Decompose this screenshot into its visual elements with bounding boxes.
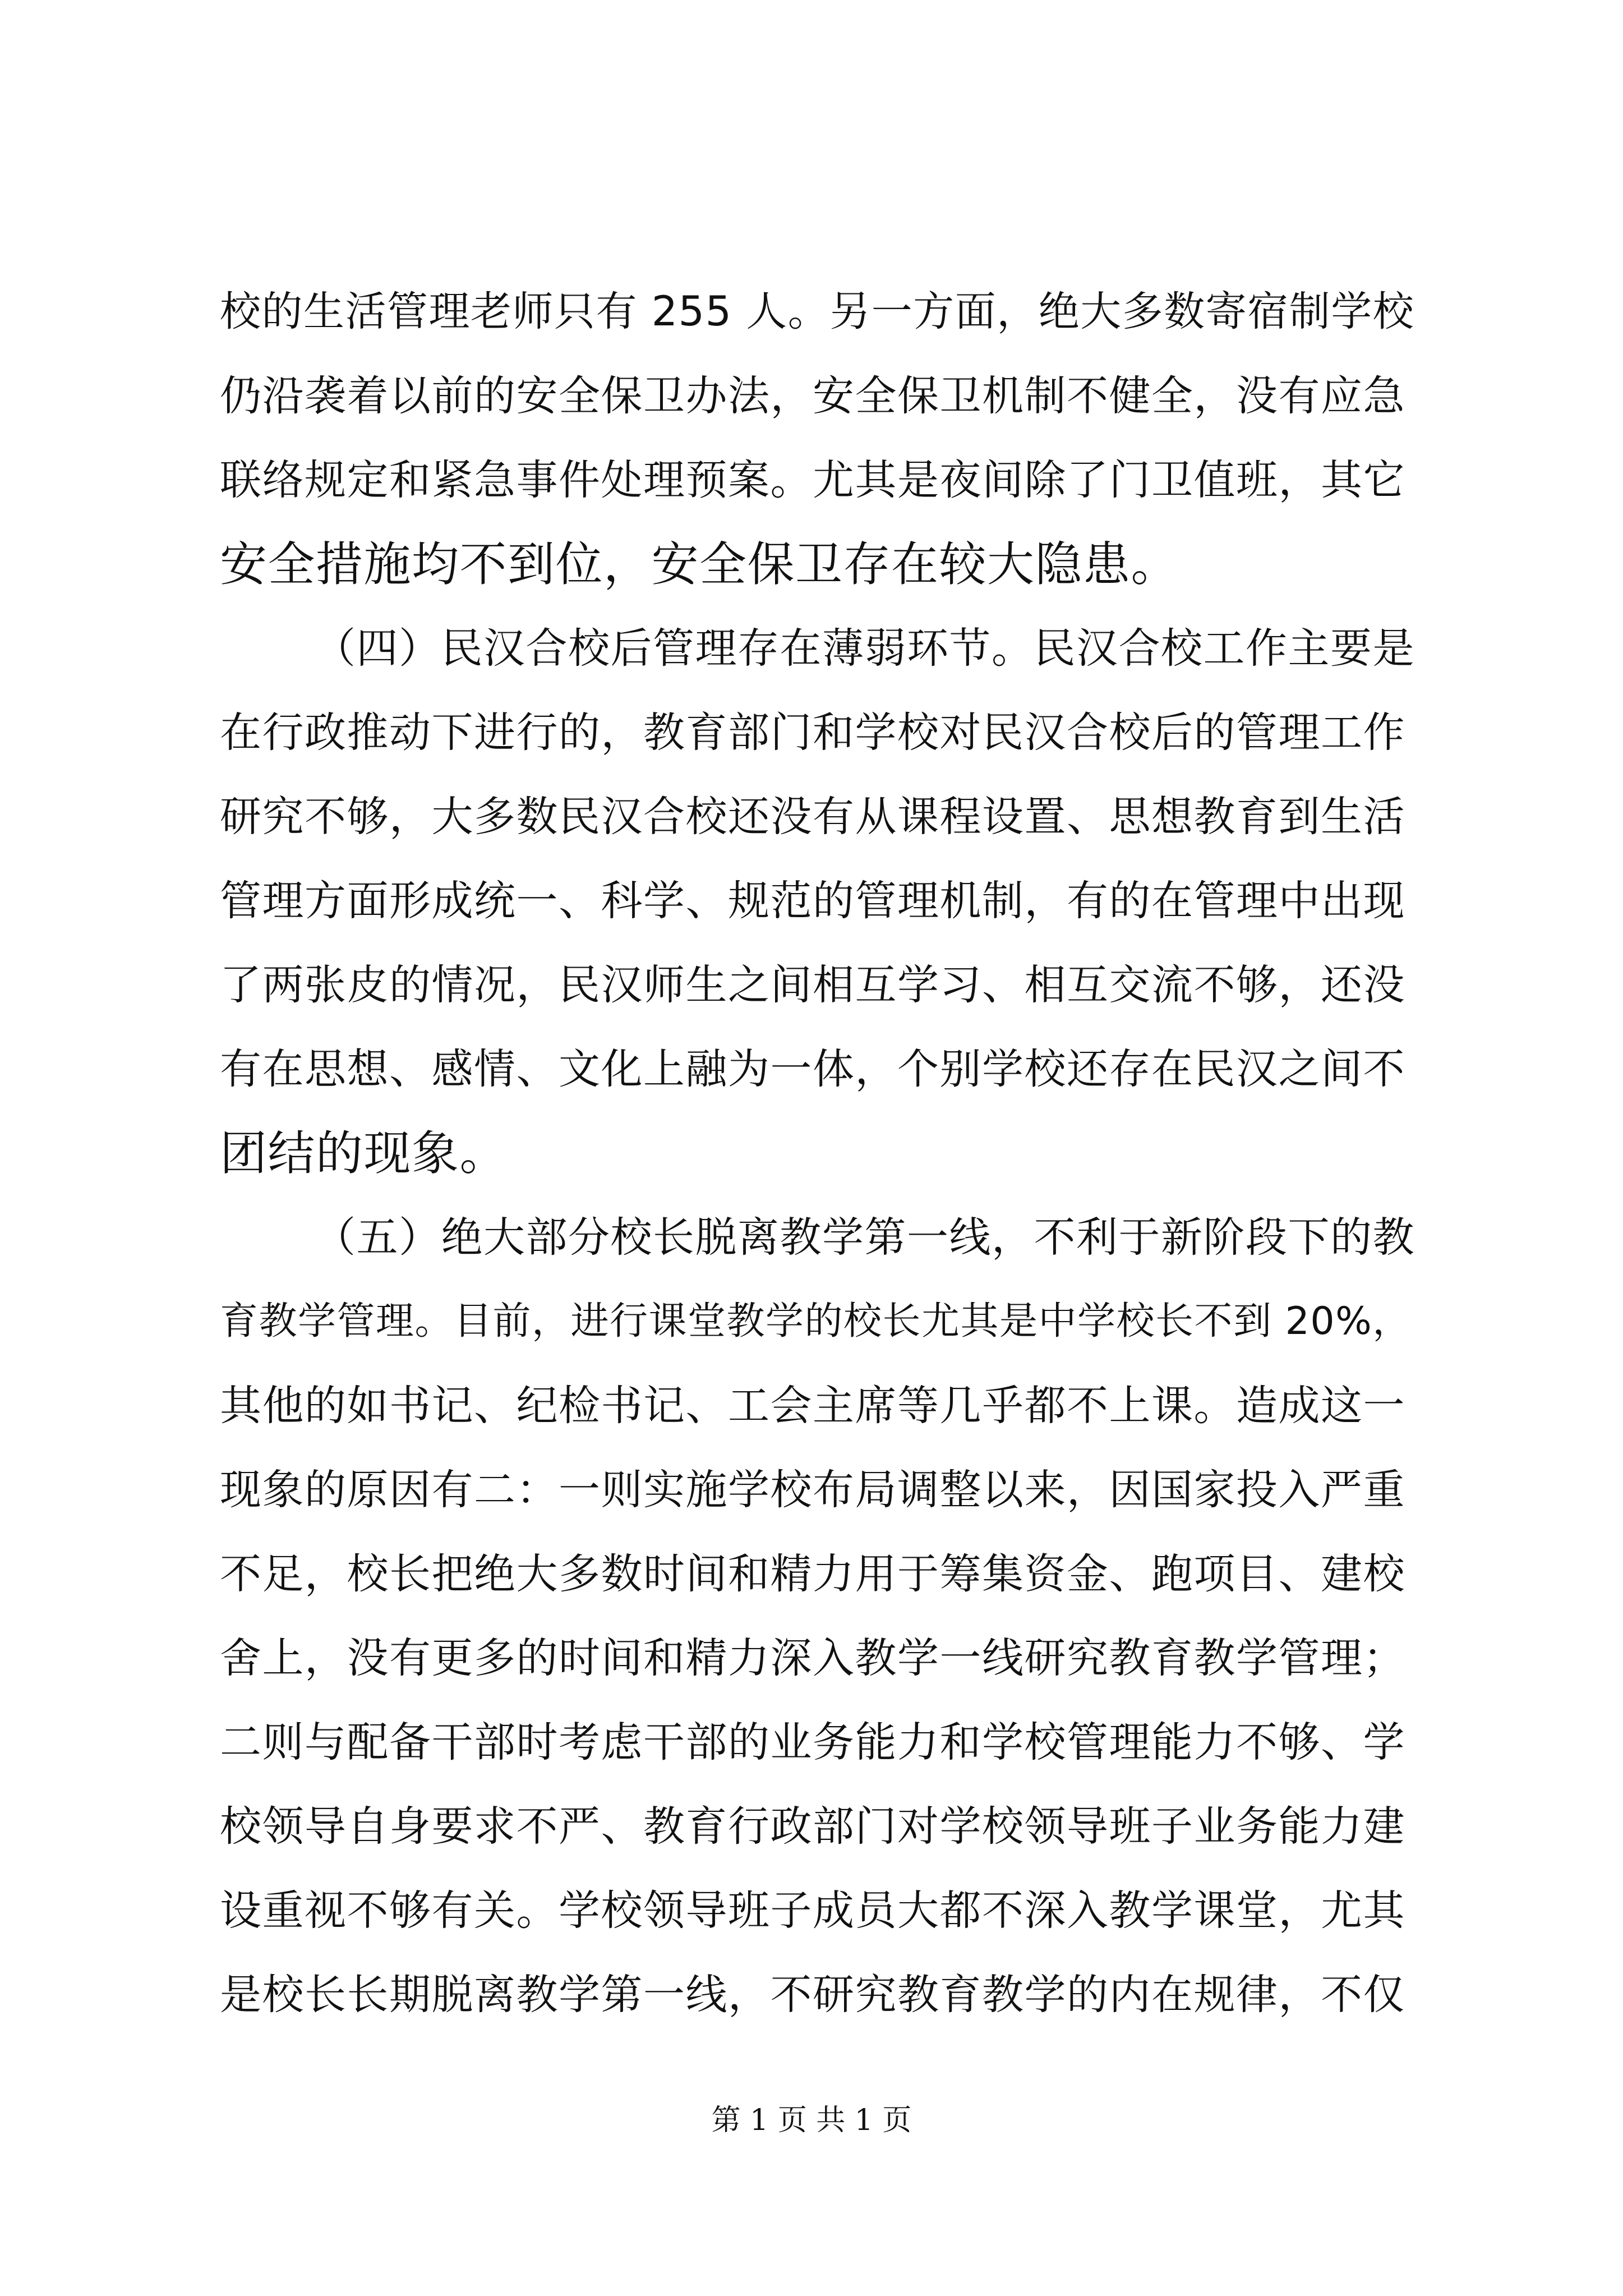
text-line: 安全措施均不到位，安全保卫存在较大隐患。: [220, 537, 1179, 592]
text-line: 舍上，没有更多的时间和精力深入教学一线研究教育教学管理；: [220, 1634, 1405, 1682]
paragraph-first-line: （五）绝大部分校长脱离教学第一线，不利于新阶段下的教: [314, 1213, 1415, 1262]
text-line: 其他的如书记、纪检书记、工会主席等几乎都不上课。造成这一: [220, 1382, 1405, 1430]
text-line: 不足，校长把绝大多数时间和精力用于筹集资金、跑项目、建校: [220, 1550, 1405, 1598]
paragraph-first-line: （四）民汉合校后管理存在薄弱环节。民汉合校工作主要是: [314, 624, 1415, 673]
text-line: 现象的原因有二：一则实施学校布局调整以来，因国家投入严重: [220, 1466, 1405, 1514]
text-line: 研究不够，大多数民汉合校还没有从课程设置、思想教育到生活: [220, 793, 1405, 841]
text-line: 联络规定和紧急事件处理预案。尤其是夜间除了门卫值班，其它: [220, 456, 1405, 504]
text-line: 校领导自身要求不严、教育行政部门对学校领导班子业务能力建: [220, 1802, 1405, 1851]
text-line: 管理方面形成统一、科学、规范的管理机制，有的在管理中出现: [220, 877, 1405, 925]
text-line: 是校长长期脱离教学第一线，不研究教育教学的内在规律，不仅: [220, 1971, 1405, 2019]
text-line: 有在思想、感情、文化上融为一体，个别学校还存在民汉之间不: [220, 1045, 1405, 1093]
text-line: 团结的现象。: [220, 1126, 508, 1181]
text-line: 设重视不够有关。学校领导班子成员大都不深入教学课堂，尤其: [220, 1887, 1405, 1935]
text-line: 在行政推动下进行的，教育部门和学校对民汉合校后的管理工作: [220, 708, 1405, 757]
text-line: 育教学管理。目前，进行课堂教学的校长尤其是中学校长不到 20%，: [220, 1299, 1412, 1343]
page-footer: 第 1 页 共 1 页: [711, 2104, 912, 2137]
text-line: 校的生活管理老师只有 255 人。另一方面，绝大多数寄宿制学校: [220, 288, 1415, 335]
text-line: 了两张皮的情况，民汉师生之间相互学习、相互交流不够，还没: [220, 961, 1405, 1009]
text-line: 仍沿袭着以前的安全保卫办法，安全保卫机制不健全，没有应急: [220, 372, 1405, 420]
text-line: 二则与配备干部时考虑干部的业务能力和学校管理能力不够、学: [220, 1718, 1405, 1766]
